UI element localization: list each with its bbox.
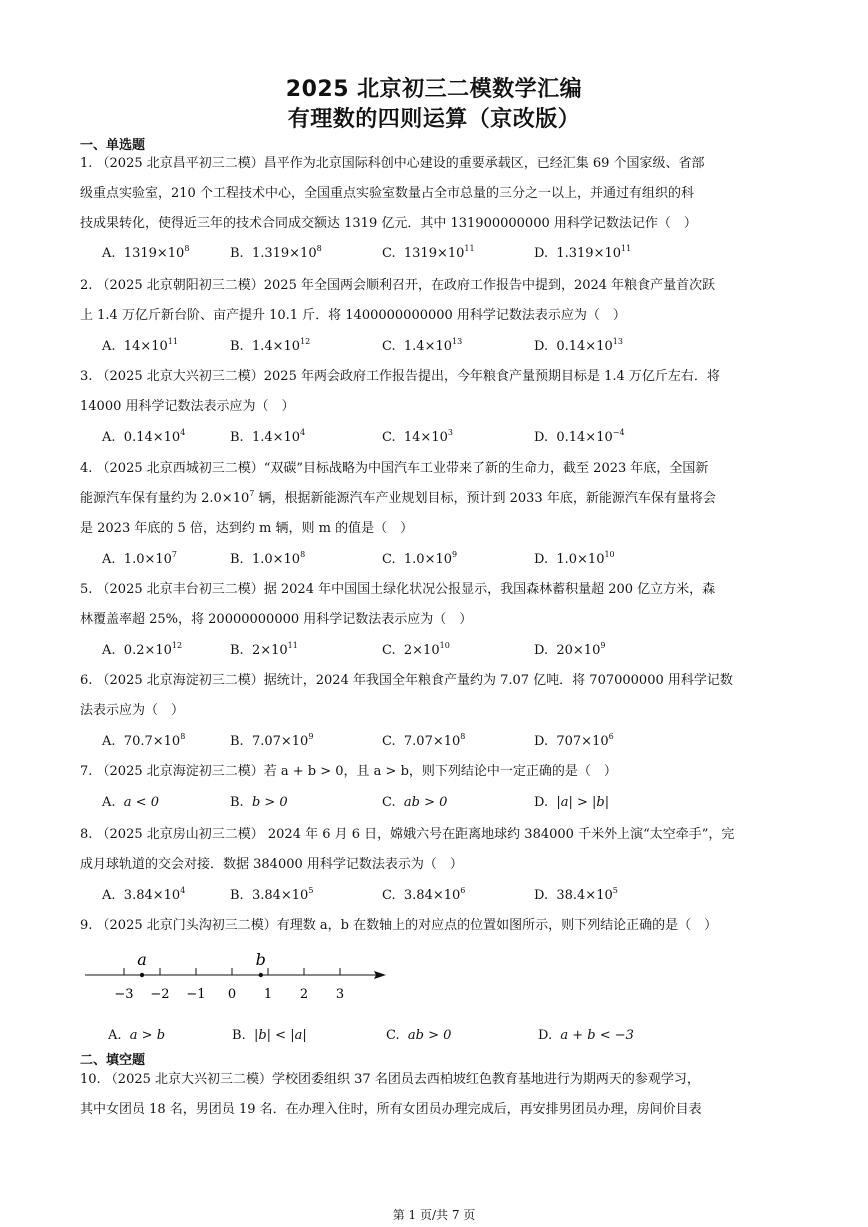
- q6-option-c[interactable]: [382, 733, 465, 751]
- option-letter: D.: [534, 552, 549, 567]
- option-base: 1.0×10: [403, 552, 452, 567]
- option-letter: C.: [382, 246, 396, 261]
- option-base: 70.7×10: [123, 734, 181, 749]
- option-base: 20×10: [556, 643, 601, 658]
- q3-option-d[interactable]: [534, 429, 625, 447]
- q9-option-c[interactable]: [386, 1027, 451, 1045]
- q7-line1: 7. （2025 北京海淀初三二模）若 a + b > 0，且 a > b，则下列结论中一定正确的是（ ）: [80, 764, 617, 779]
- q1-option-a[interactable]: [102, 245, 189, 263]
- q7-option-c[interactable]: [382, 794, 447, 812]
- option-exponent: 8: [184, 244, 190, 253]
- option-letter: A.: [102, 795, 116, 810]
- q5-option-d[interactable]: [534, 642, 605, 660]
- q6-option-a[interactable]: [102, 733, 185, 751]
- option-letter: A.: [102, 552, 116, 567]
- option-letter: C.: [382, 552, 396, 567]
- option-letter: B.: [232, 1028, 246, 1043]
- q8-option-b[interactable]: [230, 887, 313, 905]
- q4-line2-exponent: 7: [249, 489, 255, 498]
- q2-option-a[interactable]: [102, 338, 178, 356]
- q6-option-b[interactable]: [230, 733, 313, 751]
- option-exponent: 12: [300, 337, 311, 346]
- q8-line2: 成月球轨道的交会对接．数据 384000 用科学记数法表示为（ ）: [80, 857, 463, 872]
- option-base: 1.4×10: [251, 339, 301, 354]
- option-base: 2×10: [251, 643, 288, 658]
- option-letter: D.: [534, 246, 549, 261]
- q4-line3: 是 2023 年底的 5 倍，达到约 m 辆，则 m 的值是（ ）: [80, 521, 414, 536]
- option-text: b > 0: [251, 795, 288, 810]
- option-base: 1.319×10: [251, 246, 317, 261]
- option-letter: B.: [230, 339, 244, 354]
- q8-option-c[interactable]: [382, 887, 465, 905]
- option-text: ab > 0: [407, 1028, 452, 1043]
- option-exponent: 4: [180, 428, 186, 437]
- option-exponent: 12: [171, 641, 183, 650]
- option-base: 1319×10: [123, 246, 185, 261]
- option-base: 2×10: [403, 643, 440, 658]
- option-base: 1.0×10: [556, 552, 605, 567]
- option-letter: C.: [382, 888, 396, 903]
- option-exponent: 4: [300, 428, 306, 437]
- option-base: 3.84×10: [123, 888, 181, 903]
- option-exponent: 5: [308, 886, 314, 895]
- document-title-line1: 2025 北京初三二模数学汇编: [285, 77, 583, 102]
- q1-option-d[interactable]: [534, 245, 631, 263]
- section-heading-fill-blank: 二、填空题: [80, 1053, 146, 1068]
- q5-option-c[interactable]: [382, 642, 450, 660]
- q5-option-b[interactable]: [230, 642, 298, 660]
- option-exponent: 4: [180, 886, 186, 895]
- option-base: 14×10: [403, 430, 448, 445]
- q1-line3: 技成果转化，使得近三年的技术合同成交额达 1319 亿元．其中 131900000000 用科学记数法记作（ ）: [80, 216, 697, 231]
- q3-line1: 3. （2025 北京大兴初三二模）2025 年两会政府工作报告提出，今年粮食产量预期目标是 1.4 万亿斤左右．将: [80, 369, 720, 384]
- q2-line1: 2. （2025 北京朝阳初三二模）2025 年全国两会顺利召开，在政府工作报告中提到，2024 年粮食产量首次跃: [80, 278, 716, 293]
- option-exponent: 11: [464, 244, 475, 253]
- option-base: 14×10: [123, 339, 168, 354]
- q8-line1: 8. （2025 北京房山初三二模） 2024 年 6 月 6 日，嫦娥六号在距离地球约 384000 千米外上演“太空牵手”，完: [80, 827, 735, 842]
- option-base: 38.4×10: [556, 888, 613, 903]
- q1-line1: 1. （2025 北京昌平初三二模）昌平作为北京国际科创中心建设的重要承载区，已经汇集 69 个国家级、省部: [80, 156, 705, 171]
- option-base: 1.319×10: [556, 246, 622, 261]
- number-line-figure: [80, 950, 400, 1006]
- option-base: 7.07×10: [403, 734, 461, 749]
- document-title-line2: 有理数的四则运算（京改版）: [287, 107, 581, 132]
- q4-line1: 4. （2025 北京西城初三二模）“双碳”目标战略为中国汽车工业带来了新的生命力，截至 2023 年底，全国新: [80, 461, 709, 476]
- option-letter: C.: [382, 643, 396, 658]
- option-exponent: 8: [460, 732, 466, 741]
- option-letter: D.: [534, 795, 549, 810]
- option-letter: B.: [230, 552, 244, 567]
- q1-option-c[interactable]: [382, 245, 475, 263]
- option-text: |b| < |a|: [253, 1028, 307, 1043]
- point-a-marker: [140, 973, 144, 977]
- option-letter: A.: [102, 888, 116, 903]
- option-letter: D.: [538, 1028, 553, 1043]
- option-letter: A.: [102, 734, 116, 749]
- section-heading-single-choice: 一、单选题: [80, 138, 146, 153]
- q4-option-c[interactable]: [382, 551, 457, 569]
- option-base: 7.07×10: [251, 734, 309, 749]
- option-base: 1319×10: [403, 246, 465, 261]
- page-footer: 第 1 页/共 7 页: [392, 1208, 476, 1222]
- option-base: 1.4×10: [403, 339, 452, 354]
- option-exponent: 11: [621, 244, 632, 253]
- option-letter: C.: [382, 339, 396, 354]
- option-exponent: 11: [167, 337, 178, 346]
- option-exponent: 11: [287, 641, 298, 650]
- option-exponent: 10: [604, 550, 615, 559]
- option-exponent: 6: [460, 886, 466, 895]
- number-line-tick-label: 1: [263, 987, 273, 1002]
- option-text: |a| > |b|: [556, 795, 610, 810]
- q5-line1: 5. （2025 北京丰台初三二模）据 2024 年中国国土绿化状况公报显示，我国森林蓄积量超 200 亿立方米，森: [80, 582, 716, 597]
- option-letter: C.: [386, 1028, 400, 1043]
- q9-option-a[interactable]: [108, 1027, 165, 1045]
- option-exponent: 8: [300, 550, 306, 559]
- option-base: 3.84×10: [251, 888, 309, 903]
- option-exponent: 3: [447, 428, 453, 437]
- q7-option-b[interactable]: [230, 794, 288, 812]
- option-exponent: 8: [316, 244, 322, 253]
- option-base: 0.14×10: [556, 430, 613, 445]
- q9-option-b[interactable]: [232, 1027, 307, 1045]
- option-base: 0.14×10: [556, 339, 613, 354]
- option-exponent: 8: [180, 732, 186, 741]
- number-line-tick-label: −3: [114, 987, 134, 1002]
- number-line-tick-label: 3: [335, 987, 345, 1002]
- q10-line1: 10. （2025 北京大兴初三二模）学校团委组织 37 名团员去西柏坡红色教育基地进行为期两天的参观学习，: [80, 1072, 700, 1087]
- option-exponent: 9: [308, 732, 314, 741]
- q6-line1: 6. （2025 北京海淀初三二模）据统计，2024 年我国全年粮食产量约为 7.07 亿吨．将 707000000 用科学记数: [80, 673, 733, 688]
- option-base: 1.0×10: [123, 552, 172, 567]
- q9-line1: 9. （2025 北京门头沟初三二模）有理数 a，b 在数轴上的对应点的位置如图所示，则下列结论正确的是（ ）: [80, 918, 718, 933]
- q6-option-d[interactable]: [534, 733, 614, 751]
- option-text: ab > 0: [403, 795, 448, 810]
- q3-line2: 14000 用科学记数法表示应为（ ）: [80, 399, 295, 414]
- option-exponent: 5: [612, 886, 618, 895]
- option-exponent: 13: [452, 337, 463, 346]
- option-exponent: 9: [600, 641, 606, 650]
- point-b-marker: [259, 973, 263, 977]
- q3-option-a[interactable]: [102, 429, 185, 447]
- option-base: 3.84×10: [403, 888, 461, 903]
- option-letter: D.: [534, 734, 549, 749]
- q4-line2-start: 能源汽车保有量约为 2.0×10: [80, 491, 250, 506]
- q6-line2: 法表示应为（ ）: [80, 703, 185, 718]
- option-letter: A.: [102, 643, 116, 658]
- point-a-label: a: [137, 950, 147, 969]
- option-base: 1.0×10: [251, 552, 301, 567]
- q2-option-c[interactable]: [382, 338, 462, 356]
- q4-option-b[interactable]: [230, 551, 305, 569]
- number-line-tick-label: 0: [227, 987, 237, 1002]
- q2-line2: 上 1.4 万亿斤新台阶、亩产提升 10.1 斤．将 1400000000000 用科学记数法表示应为（ ）: [80, 308, 626, 323]
- q1-line2: 级重点实验室，210 个工程技术中心，全国重点实验室数量占全市总量的三分之一以上，并通过有组织的科: [80, 186, 694, 201]
- q8-option-d[interactable]: [534, 887, 618, 905]
- q3-option-c[interactable]: [382, 429, 453, 447]
- option-text: a > b: [129, 1028, 166, 1043]
- option-exponent: −4: [612, 428, 625, 437]
- option-letter: D.: [534, 888, 549, 903]
- option-letter: C.: [382, 795, 396, 810]
- option-letter: A.: [108, 1028, 122, 1043]
- q2-option-d[interactable]: [534, 338, 623, 356]
- option-letter: B.: [230, 795, 244, 810]
- q4-line2: [80, 490, 792, 508]
- option-letter: B.: [230, 430, 244, 445]
- q7-option-a[interactable]: [102, 794, 159, 812]
- option-letter: C.: [382, 734, 396, 749]
- option-letter: A.: [102, 339, 116, 354]
- number-line-tick-label: −1: [186, 987, 206, 1002]
- q3-option-b[interactable]: [230, 429, 305, 447]
- q4-line2-end: 辆，根据新能源汽车产业规划目标，预计到 2033 年底，新能源汽车保有量将会: [254, 491, 716, 506]
- option-exponent: 6: [608, 732, 614, 741]
- q7-option-d[interactable]: [534, 794, 609, 812]
- option-exponent: 9: [452, 550, 458, 559]
- option-letter: D.: [534, 430, 549, 445]
- number-line-tick-label: −2: [150, 987, 170, 1002]
- point-b-label: b: [255, 950, 266, 969]
- q4-option-a[interactable]: [102, 551, 177, 569]
- option-exponent: 13: [612, 337, 623, 346]
- option-base: 707×10: [556, 734, 609, 749]
- option-letter: B.: [230, 643, 244, 658]
- option-letter: B.: [230, 888, 244, 903]
- option-exponent: 10: [439, 641, 450, 650]
- option-letter: D.: [534, 643, 549, 658]
- option-text: a + b < −3: [560, 1028, 634, 1043]
- q2-option-b[interactable]: [230, 338, 310, 356]
- q4-option-d[interactable]: [534, 551, 615, 569]
- option-base: 0.2×10: [123, 643, 172, 658]
- option-letter: C.: [382, 430, 396, 445]
- q1-option-b[interactable]: [230, 245, 322, 263]
- option-letter: D.: [534, 339, 549, 354]
- q5-line2: 林覆盖率超 25%，将 20000000000 用科学记数法表示应为（ ）: [80, 612, 473, 627]
- option-letter: A.: [102, 430, 116, 445]
- q5-option-a[interactable]: [102, 642, 182, 660]
- option-letter: B.: [230, 246, 244, 261]
- q10-line2: 其中女团员 18 名，男团员 19 名．在办理入住时，所有女团员办理完成后，再安排男团员办理，房间价目表: [80, 1102, 702, 1117]
- option-text: a < 0: [123, 795, 159, 810]
- q9-option-d[interactable]: [538, 1027, 634, 1045]
- option-letter: A.: [102, 246, 116, 261]
- option-base: 1.4×10: [251, 430, 301, 445]
- option-exponent: 7: [171, 550, 177, 559]
- number-line-tick-label: 2: [299, 987, 309, 1002]
- option-base: 0.14×10: [123, 430, 181, 445]
- q8-option-a[interactable]: [102, 887, 185, 905]
- option-letter: B.: [230, 734, 244, 749]
